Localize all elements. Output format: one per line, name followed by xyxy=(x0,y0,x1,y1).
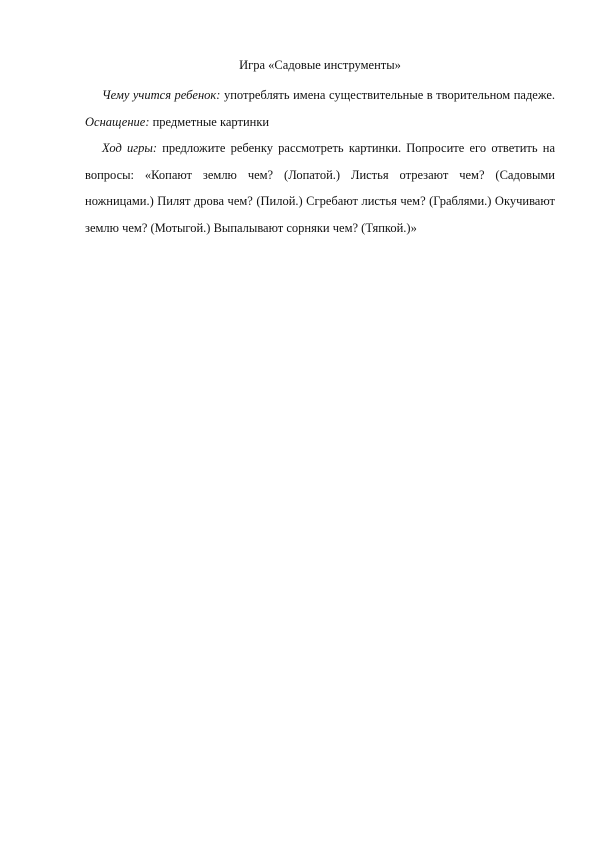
paragraph-game-course xyxy=(85,135,555,241)
document-title: Игра «Садовые инструменты» xyxy=(239,58,401,72)
label-game-course: Ход игры: xyxy=(102,141,157,155)
document-body xyxy=(85,57,555,241)
text-what-child-learns: употреблять имена существительные в творительном падеже. xyxy=(223,88,555,102)
paragraph-goals xyxy=(85,82,555,135)
label-what-child-learns: Чему учится ребенок: xyxy=(102,88,221,102)
label-equipment: Оснащение: xyxy=(85,114,150,129)
text-equipment: предметные картинки xyxy=(152,114,270,129)
text-game-course: предложите ребенку рассмотреть картинки. Попросите его ответить на вопросы: «Копают землю чем? (Лопатой.) Листья отрезают чем? (Садовыми ножницами.) Пилят дрова чем? (Пилой.) Сгребают листья чем? (Граблями.) Окучивают землю чем? (Мотыгой.) Выпалывают сорняки чем? (Тяпкой.)» xyxy=(85,141,555,235)
